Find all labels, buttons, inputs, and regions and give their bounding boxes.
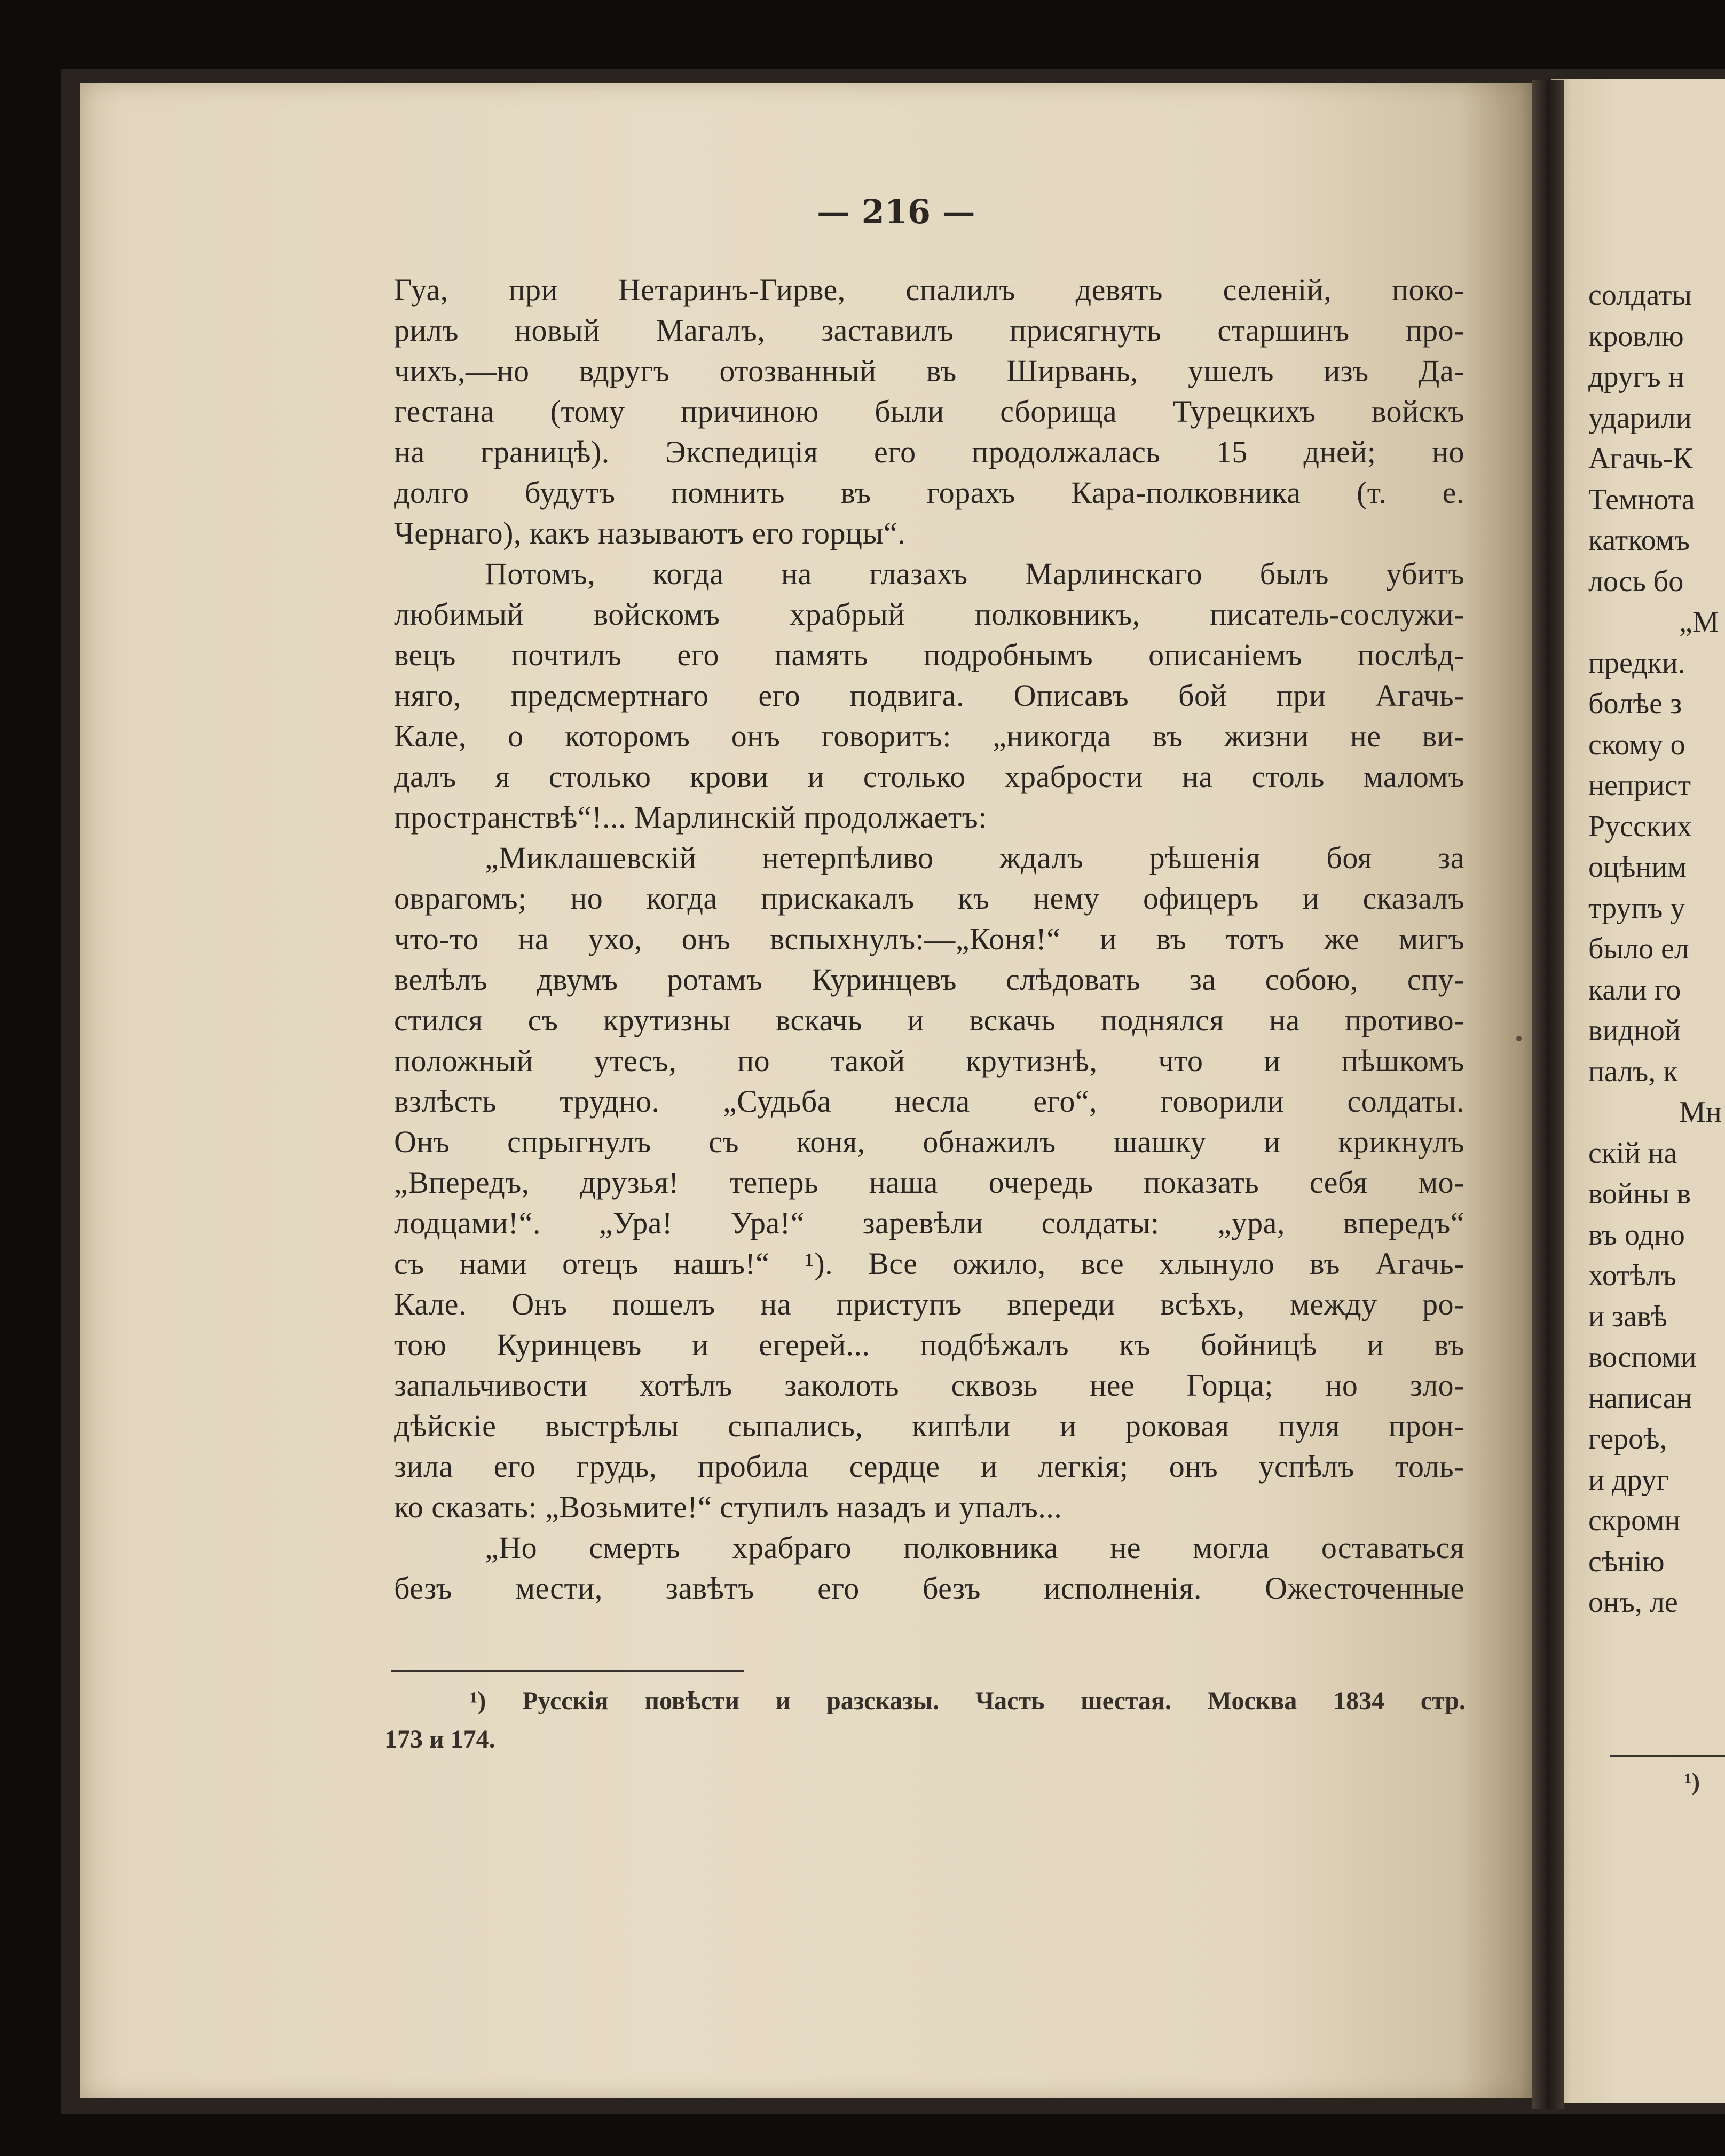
right-text-line: ударили xyxy=(1588,401,1692,435)
right-text-line: Русских xyxy=(1588,809,1692,843)
text-line: „Впередъ, друзья! теперь наша очередь показать себя мо- xyxy=(394,1165,1464,1200)
text-line: любимый войскомъ храбрый полковникъ, писатель-сослужи- xyxy=(394,597,1464,632)
page-number: — 216 — xyxy=(817,192,975,231)
right-text-line: болѣе з xyxy=(1588,687,1682,720)
footnote-line: 173 и 174. xyxy=(384,1725,495,1753)
text-line: „Но смерть храбраго полковника не могла оставаться xyxy=(485,1530,1464,1565)
text-line: что-то на ухо, онъ вспыхнулъ:—„Коня!“ и въ тотъ же мигъ xyxy=(394,922,1464,956)
footnote xyxy=(384,1682,1466,1759)
right-text-line: „М xyxy=(1679,605,1719,639)
text-line: няго, предсмертнаго его подвига. Описавъ бой при Агачь- xyxy=(394,678,1464,713)
text-line: безъ мести, завѣтъ его безъ исполненія. Ожесточенные xyxy=(394,1571,1464,1606)
right-text-line: предки. xyxy=(1588,646,1685,680)
text-line: оврагомъ; но когда прискакалъ къ нему офицеръ и сказалъ xyxy=(394,881,1464,916)
text-line: вецъ почтилъ его память подробнымъ описаніемъ послѣд- xyxy=(394,638,1464,672)
text-line: Потомъ, когда на глазахъ Марлинскаго былъ убитъ xyxy=(485,556,1464,591)
text-line: Чернаго), какъ называютъ его горцы“. xyxy=(394,516,906,550)
right-text-line: кали го xyxy=(1588,973,1681,1006)
right-text-line: оцѣним xyxy=(1588,851,1687,884)
text-line: на границѣ). Экспедиція его продолжалась 15 дней; но xyxy=(394,435,1464,469)
text-line: пространствѣ“!... Марлинскій продолжаетъ: xyxy=(394,800,987,835)
right-text-line: скій на xyxy=(1588,1136,1677,1170)
text-line: Гуа, при Нетаринъ-Гирве, спалилъ девять селеній, поко- xyxy=(394,272,1464,307)
right-text-line: и друг xyxy=(1588,1463,1669,1497)
text-line: гестана (тому причиною были сборища Турецкихъ войскъ xyxy=(394,394,1464,429)
right-text-line: кровлю xyxy=(1588,319,1684,353)
text-line: долго будутъ помнить въ горахъ Кара-полковника (т. е. xyxy=(394,475,1464,510)
right-footnote-marker: ¹) xyxy=(1684,1768,1700,1795)
right-text-line: солдаты xyxy=(1588,279,1692,312)
text-line: съ нами отецъ нашъ!“ ¹). Все ожило, все хлынуло въ Агачь- xyxy=(394,1246,1464,1281)
right-text-line: скромн xyxy=(1588,1504,1681,1537)
text-line: стился съ крутизны вскачь и вскачь поднялся на противо- xyxy=(394,1003,1464,1037)
right-text-line: каткомъ xyxy=(1588,524,1690,557)
text-line: ко сказать: „Возьмите!“ ступилъ назадъ и упалъ... xyxy=(394,1490,1062,1524)
right-text-line: неприст xyxy=(1588,769,1691,802)
right-text-line: написан xyxy=(1588,1381,1692,1415)
right-text-line: лось бо xyxy=(1588,564,1684,598)
text-line: дѣйскіе выстрѣлы сыпались, кипѣли и роковая пуля прон- xyxy=(394,1409,1464,1443)
right-text-line: и завѣ xyxy=(1588,1300,1667,1333)
text-line: Онъ спрыгнулъ съ коня, обнажилъ шашку и крикнулъ xyxy=(394,1124,1464,1159)
right-text-line: сѣнію xyxy=(1588,1545,1665,1578)
right-text-line: видной xyxy=(1588,1014,1681,1047)
text-line: лодцами!“. „Ура! Ура!“ заревѣли солдаты: „ура, впередъ“ xyxy=(394,1206,1464,1240)
right-text-line: Темнота xyxy=(1588,483,1695,516)
book-gutter xyxy=(1532,80,1564,2109)
right-text-line: скому о xyxy=(1588,728,1685,761)
right-text-line: онъ, ле xyxy=(1588,1586,1678,1619)
right-text-line: трупъ у xyxy=(1588,891,1685,925)
text-line: Кале. Онъ пошелъ на приступъ впереди всѣхъ, между ро- xyxy=(394,1287,1464,1321)
text-line: рилъ новый Магалъ, заставилъ присягнуть старшинъ про- xyxy=(394,313,1464,348)
footnote-divider xyxy=(391,1670,744,1672)
right-text-line: войны в xyxy=(1588,1177,1691,1210)
right-text-line: другъ н xyxy=(1588,360,1684,394)
text-line: далъ я столько крови и столько храбрости на столь маломъ xyxy=(394,759,1464,794)
right-page-text xyxy=(1588,275,1725,1623)
text-line: тою Куринцевъ и егерей... подбѣжалъ къ бойницѣ и въ xyxy=(394,1327,1464,1362)
text-line: велѣлъ двумъ ротамъ Куринцевъ слѣдовать за собою, спу- xyxy=(394,962,1464,997)
right-text-line: Мн xyxy=(1679,1096,1722,1129)
text-line: „Миклашевскій нетерпѣливо ждалъ рѣшенія боя за xyxy=(485,840,1464,875)
right-text-line: въ одно xyxy=(1588,1218,1685,1252)
footnote-line: ¹) Русскія повѣсти и разсказы. Часть шестая. Москва 1834 стр. xyxy=(470,1687,1466,1715)
right-text-line: хотѣлъ xyxy=(1588,1259,1676,1292)
text-line: чихъ,—но вдругъ отозванный въ Ширвань, ушелъ изъ Да- xyxy=(394,353,1464,388)
right-text-line: воспоми xyxy=(1588,1341,1697,1374)
right-footnote-divider xyxy=(1610,1755,1725,1757)
right-text-line: было ел xyxy=(1588,932,1689,965)
text-line: зила его грудь, пробила сердце и легкія; онъ успѣлъ толь- xyxy=(394,1449,1464,1484)
right-text-line: палъ, к xyxy=(1588,1055,1678,1088)
text-line: запальчивости хотѣлъ заколоть сквозь нее Горца; но зло- xyxy=(394,1368,1464,1403)
body-text xyxy=(394,270,1464,1609)
text-line: Кале, о которомъ онъ говоритъ: „никогда въ жизни не ви- xyxy=(394,719,1464,753)
text-line: взлѣсть трудно. „Судьба несла его“, говорили солдаты. xyxy=(394,1084,1464,1119)
text-line: положный утесъ, по такой крутизнѣ, что и пѣшкомъ xyxy=(394,1043,1464,1078)
right-text-line: героѣ, xyxy=(1588,1422,1667,1455)
right-text-line: Агачь-К xyxy=(1588,442,1693,475)
paper-speck xyxy=(1516,1036,1522,1041)
